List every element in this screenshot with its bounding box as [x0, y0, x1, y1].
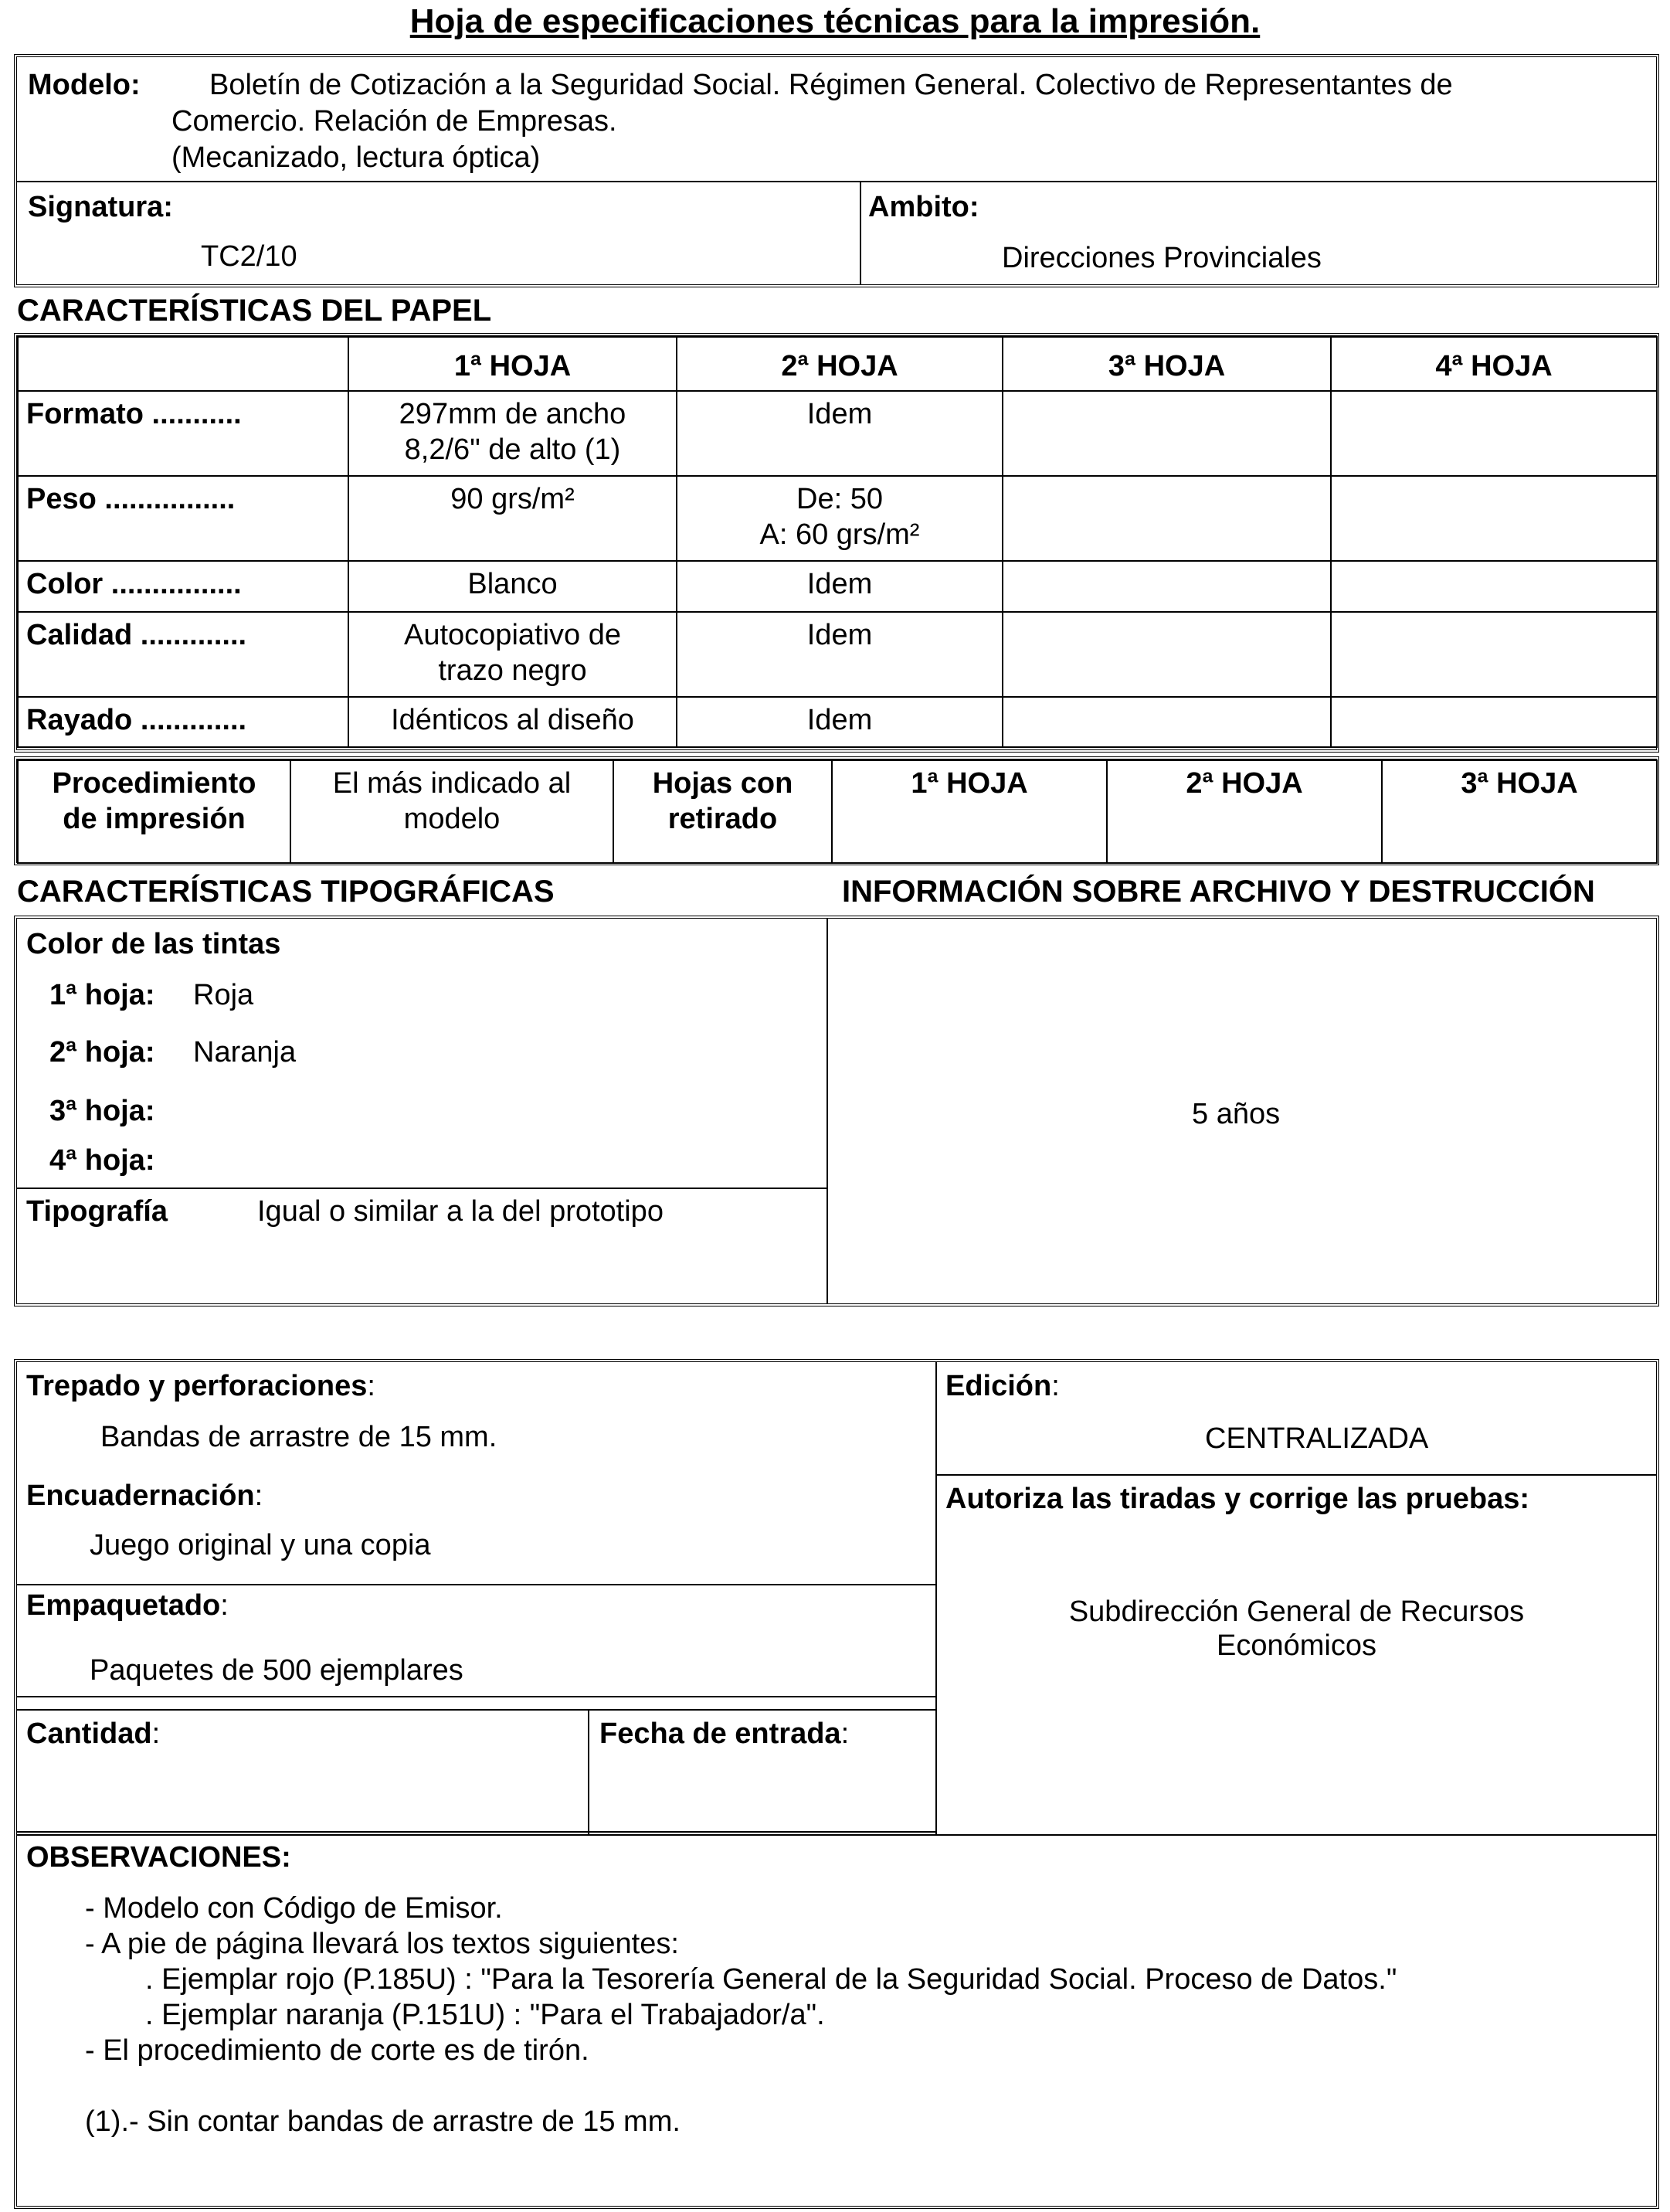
color-tintas-label: Color de las tintas — [26, 928, 281, 960]
peso-hoja-4 — [1331, 476, 1657, 561]
row-label-calidad: Calidad ............. — [18, 612, 348, 697]
calidad-hoja-1: Autocopiativo de trazo negro — [348, 612, 677, 697]
cantidad-heading: Cantidad: — [26, 1718, 161, 1750]
ambito-label: Ambito: — [868, 191, 979, 223]
edicion-heading: Edición: — [945, 1370, 1060, 1402]
document-title: Hoja de especificaciones técnicas para la impresión. — [409, 2, 1261, 40]
divider — [17, 1696, 935, 1697]
procedimiento-table — [17, 759, 1658, 864]
row-label-rayado: Rayado ............. — [18, 697, 348, 747]
hojas-retirado-label: Hojas con retirado — [613, 760, 832, 863]
tipografia-value: Igual o similar a la del prototipo — [257, 1195, 664, 1228]
divider — [17, 1188, 827, 1189]
divider — [860, 181, 861, 284]
observaciones-line-2: - A pie de página llevará los textos siguientes: — [85, 1928, 679, 1960]
modelo-label: Modelo: — [28, 69, 141, 101]
autoriza-label: Autoriza las tiradas y corrige las pruebas: — [945, 1483, 1530, 1515]
divider — [588, 1709, 589, 1834]
empaquetado-label: Empaquetado — [26, 1589, 221, 1622]
divider — [17, 1831, 935, 1833]
papel-header-hoja-1: 1ª HOJA — [348, 337, 677, 391]
peso-hoja-1: 90 grs/m² — [348, 476, 677, 561]
color-hoja-2: Idem — [677, 561, 1003, 612]
formato-hoja-2: Idem — [677, 391, 1003, 476]
peso-hoja-2: De: 50 A: 60 grs/m² — [677, 476, 1003, 561]
observaciones-line-1: - Modelo con Código de Emisor. — [85, 1892, 503, 1925]
row-label-formato: Formato ........... — [18, 391, 348, 476]
papel-heading: CARACTERÍSTICAS DEL PAPEL — [17, 294, 492, 328]
divider — [827, 919, 828, 1303]
empaquetado-heading: Empaquetado: — [26, 1589, 229, 1622]
edicion-label: Edición — [945, 1370, 1052, 1402]
peso-hoja-3 — [1003, 476, 1331, 561]
procedimiento-value: El más indicado al modelo — [290, 760, 613, 863]
divider — [17, 1584, 935, 1585]
tinta-hoja-2-value: Naranja — [193, 1036, 297, 1069]
encuadernacion-value: Juego original y una copia — [90, 1529, 431, 1561]
empaquetado-value: Paquetes de 500 ejemplares — [90, 1654, 463, 1687]
papel-header-hoja-3: 3ª HOJA — [1003, 337, 1331, 391]
rayado-hoja-1: Idénticos al diseño — [348, 697, 677, 747]
trepado-heading: Trepado y perforaciones: — [26, 1370, 375, 1402]
tinta-hoja-1-label: 1ª hoja: — [49, 979, 155, 1011]
papel-header-hoja-2: 2ª HOJA — [677, 337, 1003, 391]
divider — [17, 1834, 1656, 1836]
formato-hoja-4 — [1331, 391, 1657, 476]
retirado-hoja-1: 1ª HOJA — [832, 760, 1107, 863]
edicion-value: CENTRALIZADA — [1205, 1422, 1429, 1455]
archivo-heading: INFORMACIÓN SOBRE ARCHIVO Y DESTRUCCIÓN — [842, 875, 1595, 909]
autoriza-value: Subdirección General de Recursos Económicos — [1068, 1595, 1525, 1662]
formato-hoja-3 — [1003, 391, 1331, 476]
trepado-value: Bandas de arrastre de 15 mm. — [100, 1421, 497, 1453]
calidad-hoja-3 — [1003, 612, 1331, 697]
signatura-value: TC2/10 — [201, 240, 297, 273]
observaciones-line-3: . Ejemplar rojo (P.185U) : "Para la Tesorería General de la Seguridad Social. Proceso de Datos." — [145, 1963, 1397, 1996]
color-hoja-3 — [1003, 561, 1331, 612]
archivo-value: 5 años — [1192, 1098, 1281, 1130]
divider — [17, 181, 1656, 182]
rayado-hoja-4 — [1331, 697, 1657, 747]
observaciones-note: (1).- Sin contar bandas de arrastre de 15 mm. — [85, 2105, 681, 2138]
modelo-line-1: Boletín de Cotización a la Seguridad Social. Régimen General. Colectivo de Representantes de — [209, 69, 1453, 101]
tipograficas-heading: CARACTERÍSTICAS TIPOGRÁFICAS — [17, 875, 555, 909]
encuadernacion-label: Encuadernación — [26, 1480, 255, 1512]
tinta-hoja-3-label: 3ª hoja: — [49, 1095, 155, 1127]
encuadernacion-heading: Encuadernación: — [26, 1480, 263, 1512]
row-label-peso: Peso ................ — [18, 476, 348, 561]
papel-header-hoja-4: 4ª HOJA — [1331, 337, 1657, 391]
papel-header-empty — [18, 337, 348, 391]
tipografia-label: Tipografía — [26, 1195, 168, 1228]
calidad-hoja-4 — [1331, 612, 1657, 697]
rayado-hoja-3 — [1003, 697, 1331, 747]
observaciones-line-5: - El procedimiento de corte es de tirón. — [85, 2034, 589, 2067]
modelo-line-3: (Mecanizado, lectura óptica) — [171, 141, 541, 174]
tipograficas-frame — [14, 916, 1659, 1306]
color-hoja-4 — [1331, 561, 1657, 612]
observaciones-line-4: . Ejemplar naranja (P.151U) : "Para el Trabajador/a". — [145, 1999, 825, 2031]
fecha-heading: Fecha de entrada: — [599, 1718, 850, 1750]
tinta-hoja-4-label: 4ª hoja: — [49, 1144, 155, 1177]
row-label-color: Color ................ — [18, 561, 348, 612]
retirado-hoja-2: 2ª HOJA — [1107, 760, 1382, 863]
color-hoja-1: Blanco — [348, 561, 677, 612]
observaciones-label: OBSERVACIONES: — [26, 1841, 291, 1874]
signatura-label: Signatura: — [28, 191, 173, 223]
fecha-label: Fecha de entrada — [599, 1718, 841, 1750]
formato-hoja-1: 297mm de ancho 8,2/6" de alto (1) — [348, 391, 677, 476]
modelo-line-2: Comercio. Relación de Empresas. — [171, 105, 617, 138]
ambito-value: Direcciones Provinciales — [1002, 242, 1322, 274]
calidad-hoja-2: Idem — [677, 612, 1003, 697]
procedimiento-label: Procedimiento de impresión — [18, 760, 290, 863]
trepado-label: Trepado y perforaciones — [26, 1370, 368, 1402]
cantidad-label: Cantidad — [26, 1718, 152, 1750]
retirado-hoja-3: 3ª HOJA — [1382, 760, 1657, 863]
papel-table — [17, 336, 1658, 748]
tinta-hoja-1-value: Roja — [193, 979, 254, 1011]
divider — [17, 1709, 935, 1711]
tinta-hoja-2-label: 2ª hoja: — [49, 1036, 155, 1069]
rayado-hoja-2: Idem — [677, 697, 1003, 747]
divider — [935, 1474, 1656, 1476]
